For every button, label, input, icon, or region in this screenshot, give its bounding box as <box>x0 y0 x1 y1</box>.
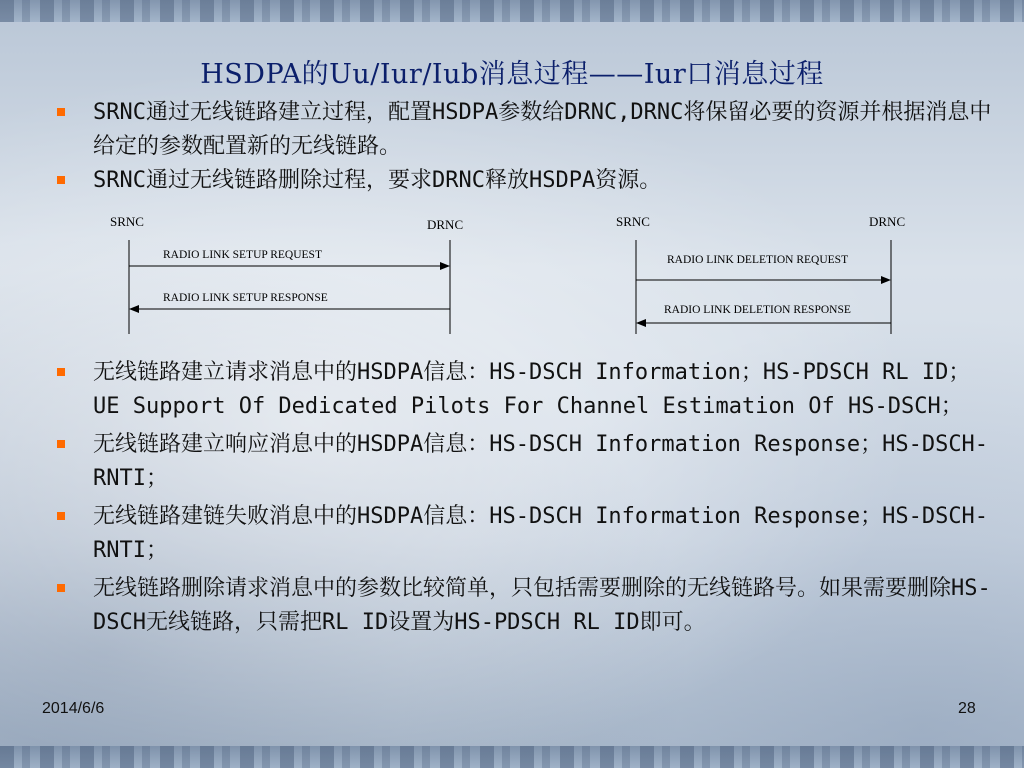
footer-date: 2014/6/6 <box>42 700 105 717</box>
setup-srnc-label: SRNC <box>110 214 144 229</box>
bullet-item <box>55 428 995 496</box>
slide-title: HSDPA的Uu/Iur/Iub消息过程——Iur口消息过程 <box>200 59 824 90</box>
bullet-item <box>55 572 995 640</box>
sequence-diagrams <box>0 208 1024 358</box>
deletion-srnc-label: SRNC <box>616 214 650 229</box>
bullet-item <box>55 164 995 198</box>
bullet-item <box>55 500 995 568</box>
setup-response-label: RADIO LINK SETUP RESPONSE <box>163 292 328 304</box>
bottom-decorative-band <box>0 746 1024 768</box>
setup-request-label: RADIO LINK SETUP REQUEST <box>163 249 322 261</box>
bullet-text: SRNC通过无线链路删除过程，要求DRNC释放HSDPA资源。 <box>93 168 662 193</box>
bullet-text: 无线链路建立请求消息中的HSDPA信息：HS-DSCH Information；HS-PDSCH RL ID；UE Support Of Dedicated Pilots For Channel Estimation Of HS-DSCH； <box>93 360 971 419</box>
setup-drnc-label: DRNC <box>427 217 464 232</box>
setup-response-arrowhead <box>129 305 139 313</box>
bullet-square-icon <box>57 176 65 184</box>
bullet-square-icon <box>57 584 65 592</box>
top-decorative-band <box>0 0 1024 22</box>
bottom-bullet-list <box>55 356 995 640</box>
bullet-text: 无线链路建链失败消息中的HSDPA信息：HS-DSCH Information Response；HS-DSCH-RNTI； <box>93 504 989 563</box>
deletion-drnc-label: DRNC <box>869 214 906 229</box>
setup-request-arrowhead <box>440 262 450 270</box>
deletion-response-label: RADIO LINK DELETION RESPONSE <box>664 304 851 316</box>
bullet-text: SRNC通过无线链路建立过程，配置HSDPA参数给DRNC,DRNC将保留必要的资源并根据消息中给定的参数配置新的无线链路。 <box>93 100 992 159</box>
bullet-square-icon <box>57 440 65 448</box>
bullet-item <box>55 96 995 164</box>
page-number: 28 <box>958 700 976 717</box>
top-bullet-list <box>55 96 995 198</box>
bullet-text: 无线链路删除请求消息中的参数比较简单，只包括需要删除的无线链路号。如果需要删除HS-DSCH无线链路，只需把RL ID设置为HS-PDSCH RL ID即可。 <box>93 576 991 635</box>
bullet-square-icon <box>57 512 65 520</box>
deletion-request-label: RADIO LINK DELETION REQUEST <box>667 254 849 266</box>
bullet-text: 无线链路建立响应消息中的HSDPA信息：HS-DSCH Information Response；HS-DSCH-RNTI； <box>93 432 989 491</box>
deletion-response-arrowhead <box>636 319 646 327</box>
deletion-request-arrowhead <box>881 276 891 284</box>
bullet-square-icon <box>57 368 65 376</box>
bullet-square-icon <box>57 108 65 116</box>
sequence-diagram-lines <box>0 208 1024 358</box>
bullet-item <box>55 356 995 424</box>
